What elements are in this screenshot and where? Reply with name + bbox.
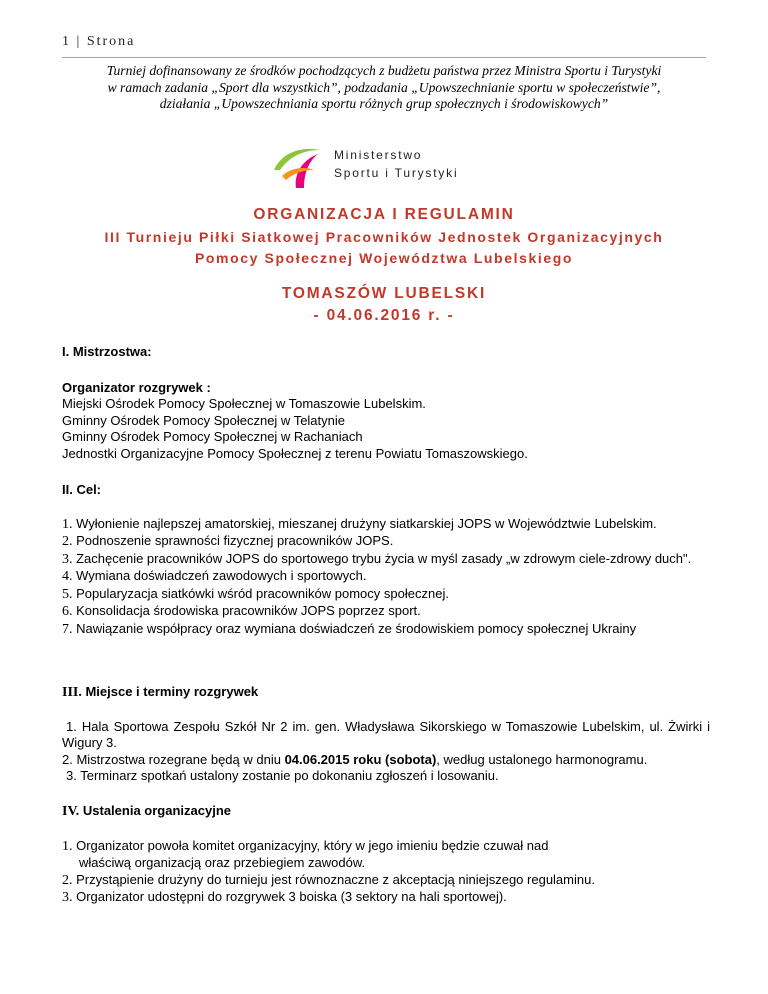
goal-item: 4. Wymiana doświadczeń zawodowych i sportowych. bbox=[62, 568, 367, 584]
section-2 bbox=[62, 482, 710, 638]
section-1 bbox=[62, 344, 710, 462]
ministry-logo bbox=[268, 140, 498, 190]
section-2-heading: II. Cel: bbox=[62, 482, 102, 497]
title-sub-1: III Turnieju Piłki Siatkowej Pracowników Jednostek Organizacyjnych bbox=[104, 229, 664, 245]
header-rule bbox=[62, 57, 706, 58]
organizer-line: Gminny Ośrodek Pomocy Społecznej w Rachaniach bbox=[62, 429, 363, 444]
goal-item: 2. Podnoszenie sprawności fizycznej pracowników JOPS. bbox=[62, 533, 394, 549]
section-1-heading: I. Mistrzostwa: bbox=[62, 344, 152, 359]
ministry-logo-icon bbox=[268, 140, 328, 190]
section-4 bbox=[62, 803, 710, 907]
goal-item: 5. Popularyzacja siatkówki wśród pracowników pomocy społecznej. bbox=[62, 585, 449, 602]
title-location: TOMASZÓW LUBELSKI bbox=[281, 285, 487, 302]
date-paragraph: 2. Mistrzostwa rozegrane będą w dniu 04.06.2015 roku (sobota), według ustalonego harmonogramu. bbox=[62, 751, 648, 767]
organizer-line: Jednostki Organizacyjne Pomocy Społecznej z terenu Powiatu Tomaszowskiego. bbox=[62, 445, 528, 461]
event-date: 04.06.2015 roku (sobota) bbox=[284, 751, 437, 767]
venue-paragraph: 1. Hala Sportowa Zespołu Szkół Nr 2 im. gen. Władysława Sikorskiego w Tomaszowie Lubelskim, ul. Żwirki i Wigury 3. bbox=[62, 718, 710, 750]
org-item-continued: właściwą organizacją oraz przebiegiem zawodów. bbox=[79, 855, 366, 870]
org-item: 2. Przystąpienie drużyny do turnieju jest równoznaczne z akceptacją niniejszego regulaminu. bbox=[62, 871, 595, 888]
logo-text-line-2: Sportu i Turystyki bbox=[334, 166, 459, 180]
funding-line-2: w ramach zadania „Sport dla wszystkich”, podzadania „Upowszechnianie sportu w społeczeństwie”, bbox=[107, 79, 661, 95]
section-4-heading: IV. Ustalenia organizacyjne bbox=[62, 803, 231, 819]
organizer-heading: Organizator rozgrywek : bbox=[62, 379, 211, 395]
funding-line-3: działania „Upowszechniania sportu różnych grup społecznych i środowiskowych” bbox=[159, 96, 609, 111]
title-main: ORGANIZACJA I REGULAMIN bbox=[253, 206, 515, 223]
org-item: 1. Organizator powoła komitet organizacyjny, który w jego imieniu będzie czuwał nad bbox=[62, 837, 549, 854]
goal-item: 6. Konsolidacja środowiska pracowników JOPS poprzez sport. bbox=[62, 603, 421, 619]
goal-item: 1. Wyłonienie najlepszej amatorskiej, mieszanej drużyny siatkarskiej JOPS w Województwie Lubelskim. bbox=[62, 515, 657, 532]
schedule-paragraph: 3. Terminarz spotkań ustalony zostanie po dokonaniu zgłoszeń i losowaniu. bbox=[66, 768, 499, 783]
organizer-line: Gminny Ośrodek Pomocy Społecznej w Telatynie bbox=[62, 412, 345, 428]
logo-text-line-1: Ministerstwo bbox=[334, 148, 423, 162]
page-number: 1 bbox=[62, 34, 71, 49]
section-3-heading: III. Miejsce i terminy rozgrywek bbox=[62, 684, 259, 700]
funding-line-1: Turniej dofinansowany ze środków pochodzących z budżetu państwa przez Ministra Sportu i Turystyki bbox=[106, 63, 662, 78]
section-3 bbox=[62, 684, 710, 785]
page-header bbox=[62, 34, 135, 50]
organizer-line: Miejski Ośrodek Pomocy Społecznej w Tomaszowie Lubelskim. bbox=[62, 396, 426, 411]
page-word: Strona bbox=[86, 34, 136, 49]
funding-note bbox=[40, 63, 728, 113]
goal-item: 3. Zachęcenie pracowników JOPS do sportowego trybu życia w myśl zasady „w zdrowym ciele-zdrowy duch". bbox=[62, 550, 692, 567]
page-separator: | bbox=[76, 34, 82, 49]
goal-item: 7. Nawiązanie współpracy oraz wymiana doświadczeń ze środowiskiem pomocy społecznej Ukrainy bbox=[62, 620, 637, 637]
title-date: - 04.06.2016 r. - bbox=[313, 307, 455, 324]
title-sub-2: Pomocy Społecznej Województwa Lubelskiego bbox=[194, 250, 574, 266]
org-item: 3. Organizator udostępni do rozgrywek 3 boiska (3 sektory na hali sportowej). bbox=[62, 889, 507, 905]
